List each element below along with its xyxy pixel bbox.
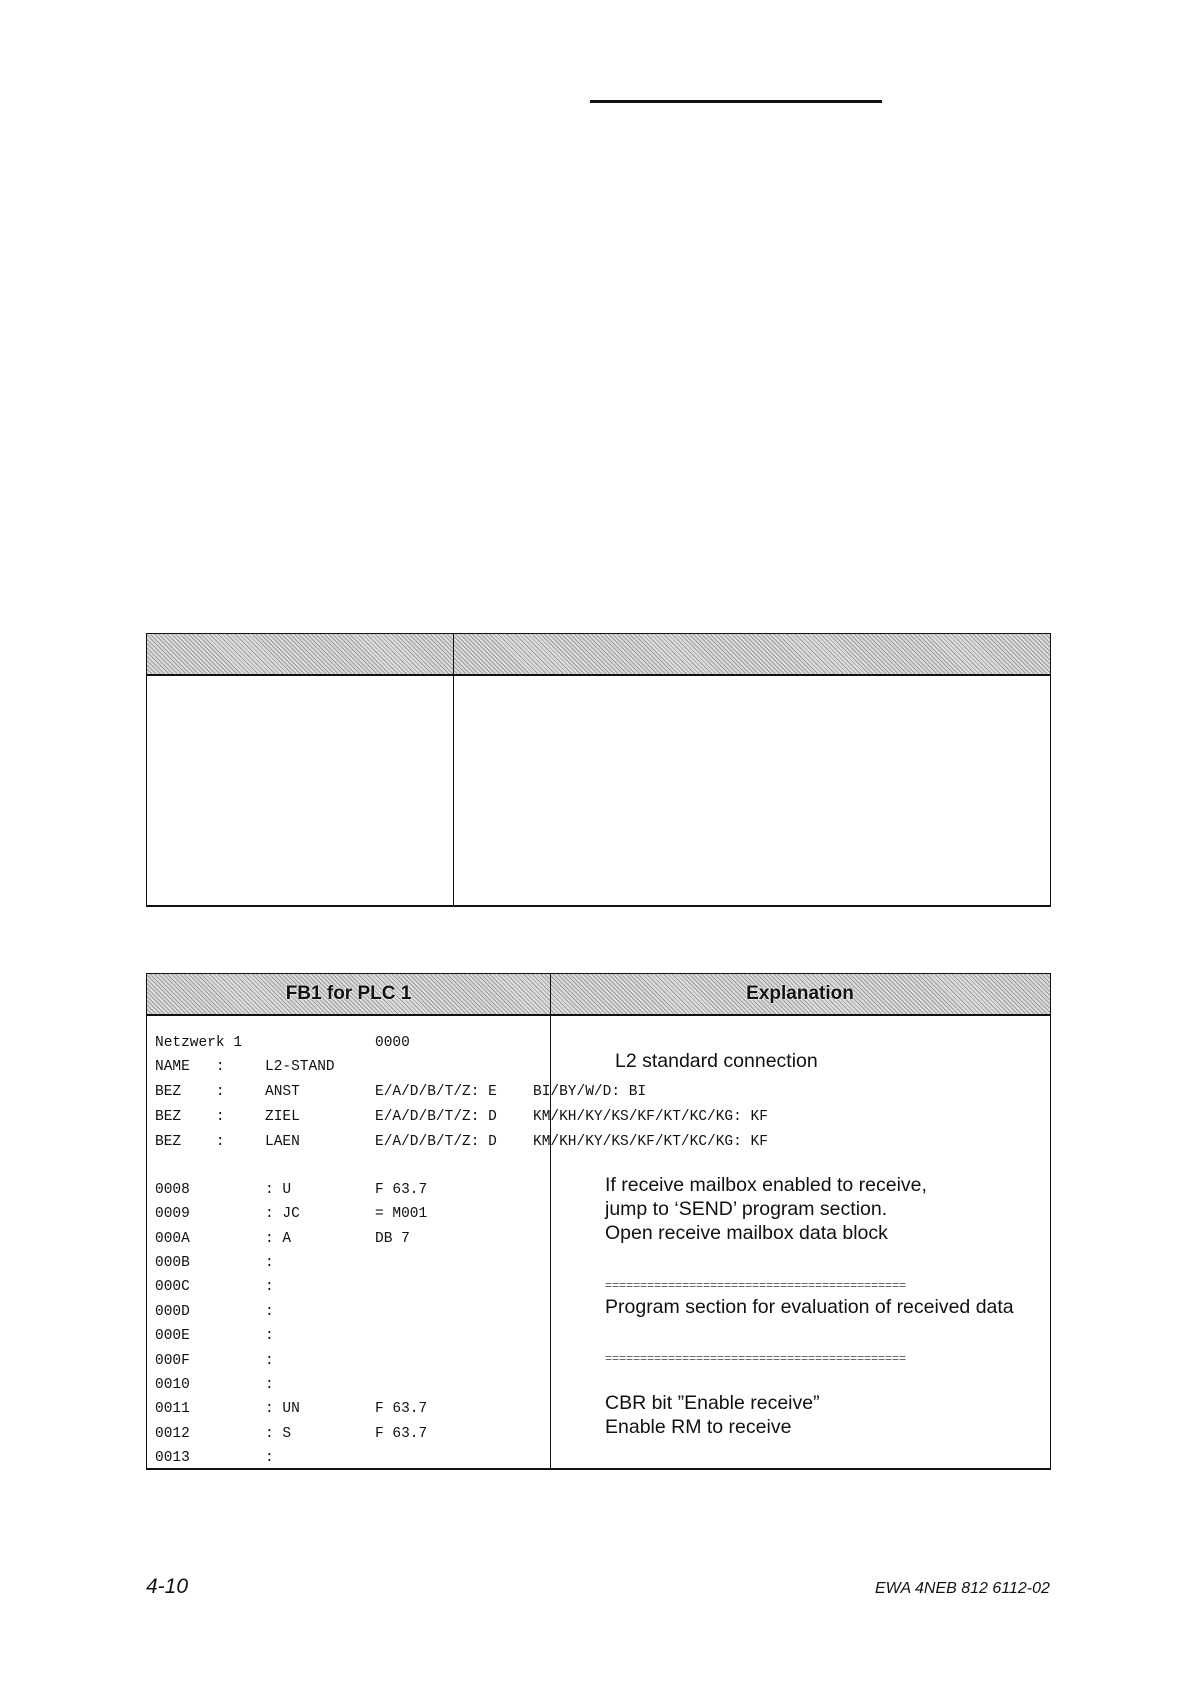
document-id: EWA 4NEB 812 6112-02 xyxy=(875,1580,1050,1597)
code-cell: 0010 xyxy=(155,1377,190,1393)
code-cell: : U xyxy=(265,1182,292,1198)
code-cell: F 63.7 xyxy=(375,1401,428,1417)
code-cell: KM/KH/KY/KS/KF/KT/KC/KG: KF xyxy=(533,1109,768,1125)
code-cell: : xyxy=(265,1450,274,1466)
code-cell: Netzwerk 1 xyxy=(155,1035,243,1051)
explanation-text: If receive mailbox enabled to receive, xyxy=(605,1174,927,1196)
code-cell: : S xyxy=(265,1426,292,1442)
code-cell: 000A xyxy=(155,1231,190,1247)
code-cell: NAME : xyxy=(155,1059,225,1075)
code-cell: : JC xyxy=(265,1206,300,1222)
code-cell: E/A/D/B/T/Z: E xyxy=(375,1084,497,1100)
code-cell: ANST xyxy=(265,1084,300,1100)
code-cell: : xyxy=(265,1255,274,1271)
code-cell: E/A/D/B/T/Z: D xyxy=(375,1109,497,1125)
code-cell: : xyxy=(265,1377,274,1393)
code-cell: : xyxy=(265,1353,274,1369)
code-cell: ZIEL xyxy=(265,1109,300,1125)
code-cell: L2-STAND xyxy=(265,1059,335,1075)
code-cell: : xyxy=(265,1304,274,1320)
code-cell: : UN xyxy=(265,1401,300,1417)
code-cell: BEZ : xyxy=(155,1109,225,1125)
separator-line: =========================================== xyxy=(605,1279,907,1293)
code-cell: 0000 xyxy=(375,1035,410,1051)
page-number: 4-10 xyxy=(146,1575,189,1598)
code-cell: DB 7 xyxy=(375,1231,410,1247)
code-cell: 000E xyxy=(155,1328,190,1344)
code-cell: KM/KH/KY/KS/KF/KT/KC/KG: KF xyxy=(533,1134,768,1150)
code-cell: BEZ : xyxy=(155,1084,225,1100)
code-cell: 0012 xyxy=(155,1426,190,1442)
code-cell: : A xyxy=(265,1231,292,1247)
fb1-table-header xyxy=(147,974,1050,1016)
empty-table-divider xyxy=(453,634,454,905)
explanation-text: jump to ‘SEND’ program section. xyxy=(605,1198,888,1220)
code-cell: 0008 xyxy=(155,1182,190,1198)
explanation-text: CBR bit ”Enable receive” xyxy=(605,1392,820,1414)
explanation-text: Open receive mailbox data block xyxy=(605,1222,888,1244)
header-explanation: Explanation xyxy=(746,983,854,1004)
code-cell: : xyxy=(265,1328,274,1344)
explanation-text: Program section for evaluation of received data xyxy=(605,1296,1014,1318)
code-cell: 000F xyxy=(155,1353,190,1369)
explanation-text: Enable RM to receive xyxy=(605,1416,792,1438)
empty-table xyxy=(146,633,1051,907)
code-cell: LAEN xyxy=(265,1134,300,1150)
code-cell: BI/BY/W/D: BI xyxy=(533,1084,647,1100)
header-fb1: FB1 for PLC 1 xyxy=(285,983,412,1004)
code-cell: BEZ : xyxy=(155,1134,225,1150)
code-cell: F 63.7 xyxy=(375,1182,428,1198)
code-cell: 0009 xyxy=(155,1206,190,1222)
code-cell: 000B xyxy=(155,1255,190,1271)
code-cell: 000D xyxy=(155,1304,190,1320)
code-cell: 000C xyxy=(155,1279,190,1295)
top-rule xyxy=(590,100,882,103)
code-cell: E/A/D/B/T/Z: D xyxy=(375,1134,497,1150)
explanation-text: L2 standard connection xyxy=(615,1050,818,1072)
code-cell: 0011 xyxy=(155,1401,190,1417)
code-cell: 0013 xyxy=(155,1450,190,1466)
empty-table-header xyxy=(147,634,1050,676)
code-cell: = M001 xyxy=(375,1206,428,1222)
code-cell: F 63.7 xyxy=(375,1426,428,1442)
separator-line: =========================================== xyxy=(605,1352,907,1366)
code-cell: : xyxy=(265,1279,274,1295)
fb1-table-divider xyxy=(550,974,551,1468)
